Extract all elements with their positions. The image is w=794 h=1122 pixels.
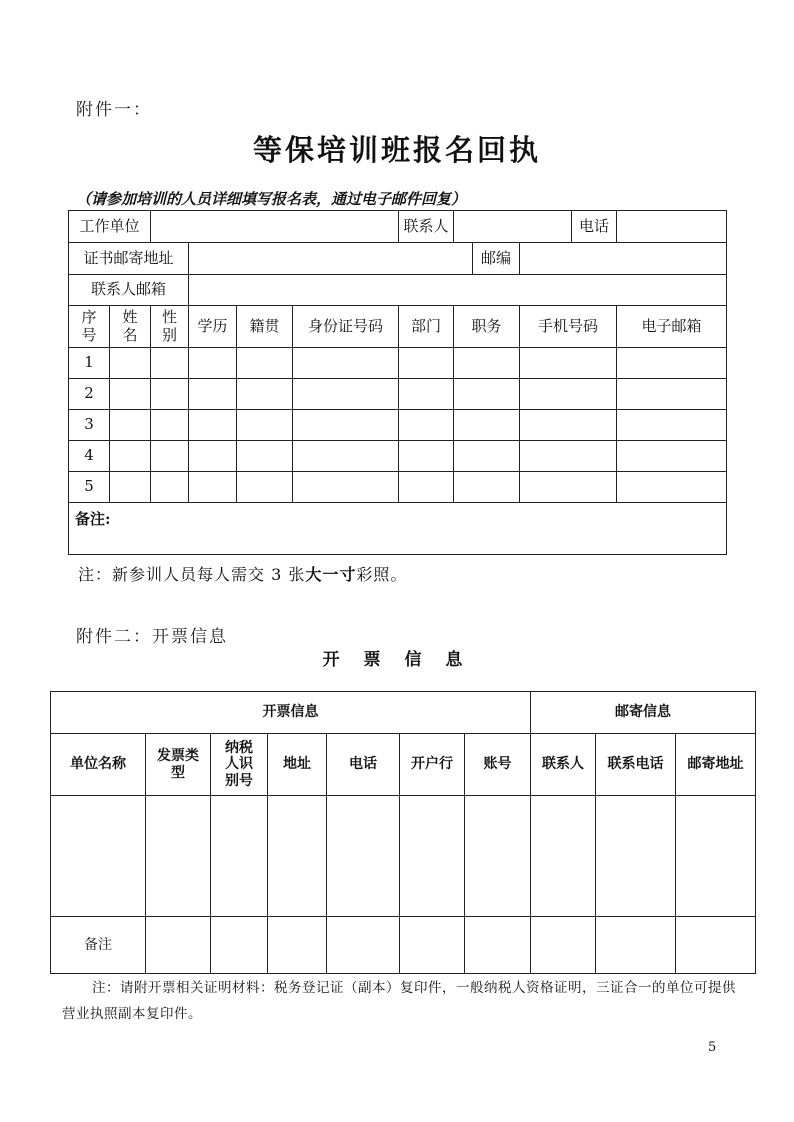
col-header: 性别 — [151, 306, 189, 348]
contact-person-field[interactable] — [454, 211, 617, 243]
contact-person-label: 联系人 — [399, 211, 454, 243]
cell[interactable] — [520, 379, 617, 410]
cell[interactable] — [617, 410, 727, 441]
cell[interactable] — [454, 410, 520, 441]
col-header: 序号 — [69, 306, 110, 348]
cell[interactable] — [327, 917, 400, 974]
cell[interactable] — [400, 917, 465, 974]
cell[interactable] — [399, 348, 454, 379]
photo-note-size: 大一寸 — [305, 565, 357, 584]
table-row — [51, 917, 756, 974]
cell[interactable] — [465, 796, 531, 917]
col-header: 姓名 — [110, 306, 151, 348]
col-header: 纳税人识别号 — [211, 734, 268, 796]
cell[interactable] — [189, 379, 237, 410]
cell[interactable] — [676, 796, 756, 917]
col-header: 学历 — [189, 306, 237, 348]
cell[interactable] — [189, 441, 237, 472]
mail-group-header: 邮寄信息 — [531, 692, 756, 734]
col-header: 电子邮箱 — [617, 306, 727, 348]
table-row — [69, 348, 727, 379]
cell[interactable] — [520, 472, 617, 503]
table-row — [69, 472, 727, 503]
cell[interactable] — [110, 348, 151, 379]
page-number: 5 — [708, 1040, 717, 1055]
contact-email-label: 联系人邮箱 — [69, 275, 189, 306]
cert-address-field[interactable] — [189, 243, 520, 275]
invoice-table — [50, 691, 756, 974]
cell[interactable] — [151, 379, 189, 410]
invoice-header-row — [51, 734, 756, 796]
invoice-note: 注：请附开票相关证明材料：税务登记证（副本）复印件，一般纳税人资格证明，三证合一的单位可提供营业执照副本复印件。 — [62, 980, 736, 1022]
work-unit-field[interactable] — [151, 211, 399, 243]
cell[interactable] — [237, 379, 293, 410]
cell[interactable] — [465, 917, 531, 974]
cell[interactable] — [399, 379, 454, 410]
col-header: 联系电话 — [596, 734, 676, 796]
col-header: 邮寄地址 — [676, 734, 756, 796]
cell[interactable] — [293, 379, 399, 410]
cell[interactable] — [617, 441, 727, 472]
remarks-label: 备注: — [75, 510, 111, 528]
col-header: 籍贯 — [237, 306, 293, 348]
cell[interactable] — [211, 796, 268, 917]
cell[interactable] — [189, 410, 237, 441]
table-row — [69, 410, 727, 441]
cell[interactable] — [110, 379, 151, 410]
cell[interactable] — [110, 441, 151, 472]
cell[interactable] — [596, 917, 676, 974]
cell[interactable] — [268, 917, 327, 974]
cell[interactable] — [268, 796, 327, 917]
row-number: 3 — [69, 410, 110, 441]
registration-title: 等保培训班报名回执 — [252, 133, 541, 167]
photo-note-prefix: 注：新参训人员每人需交 3 张 — [78, 565, 306, 584]
postcode-field[interactable] — [520, 243, 727, 275]
cell[interactable] — [151, 472, 189, 503]
cell[interactable] — [237, 441, 293, 472]
cell[interactable] — [531, 917, 596, 974]
col-header: 身份证号码 — [293, 306, 399, 348]
cell[interactable] — [110, 410, 151, 441]
table-row — [69, 441, 727, 472]
cell[interactable] — [399, 410, 454, 441]
col-header: 职务 — [454, 306, 520, 348]
cell[interactable] — [189, 472, 237, 503]
cell[interactable] — [596, 796, 676, 917]
phone-label: 电话 — [571, 211, 616, 242]
remarks-cell[interactable] — [69, 503, 727, 555]
cell[interactable] — [151, 410, 189, 441]
cell[interactable] — [520, 441, 617, 472]
cert-address-label: 证书邮寄地址 — [69, 243, 189, 275]
table-row — [51, 796, 756, 917]
col-header: 账号 — [465, 734, 531, 796]
cell[interactable] — [617, 472, 727, 503]
row-number: 5 — [69, 472, 110, 503]
table-row — [69, 379, 727, 410]
work-unit-label: 工作单位 — [69, 211, 151, 243]
attachment-two-label: 附件二：开票信息 — [76, 627, 228, 647]
cell[interactable] — [146, 796, 211, 917]
row-number: 4 — [69, 441, 110, 472]
col-header: 地址 — [268, 734, 327, 796]
cell[interactable] — [151, 441, 189, 472]
cell[interactable] — [237, 472, 293, 503]
row-number: 2 — [69, 379, 110, 410]
cell[interactable] — [293, 472, 399, 503]
cell[interactable] — [454, 379, 520, 410]
col-header: 部门 — [399, 306, 454, 348]
col-header: 联系人 — [531, 734, 596, 796]
cell[interactable] — [531, 796, 596, 917]
attachment-one-label: 附件一： — [76, 100, 152, 120]
col-header: 发票类型 — [146, 734, 211, 796]
col-header: 单位名称 — [51, 734, 146, 796]
cell[interactable] — [151, 348, 189, 379]
cell[interactable] — [617, 348, 727, 379]
cell[interactable] — [189, 348, 237, 379]
invoice-group-header: 开票信息 — [51, 692, 531, 734]
photo-note-suffix: 彩照。 — [356, 565, 408, 584]
cell[interactable] — [454, 348, 520, 379]
cell[interactable] — [51, 796, 146, 917]
cell[interactable] — [211, 917, 268, 974]
cell[interactable] — [399, 441, 454, 472]
cell[interactable] — [520, 410, 617, 441]
phone-field[interactable] — [617, 211, 727, 243]
cell[interactable] — [454, 472, 520, 503]
registration-header-row — [69, 306, 727, 348]
registration-table — [68, 210, 727, 555]
registration-subtitle: （请参加培训的人员详细填写报名表，通过电子邮件回复） — [76, 190, 467, 208]
cell[interactable] — [676, 917, 756, 974]
cell[interactable] — [237, 410, 293, 441]
invoice-remarks-label: 备注 — [51, 917, 146, 974]
col-header: 手机号码 — [520, 306, 617, 348]
row-number: 1 — [69, 348, 110, 379]
col-header: 电话 — [327, 734, 400, 796]
photo-note — [78, 562, 407, 585]
cell[interactable] — [237, 348, 293, 379]
cell[interactable] — [327, 796, 400, 917]
cell[interactable] — [520, 348, 617, 379]
cell[interactable] — [293, 410, 399, 441]
cell[interactable] — [617, 379, 727, 410]
cell[interactable] — [110, 472, 151, 503]
cell[interactable] — [293, 348, 399, 379]
col-header: 开户行 — [400, 734, 465, 796]
cell[interactable] — [146, 917, 211, 974]
postcode-label: 邮编 — [472, 243, 519, 274]
invoice-title: 开 票 信 息 — [322, 650, 472, 670]
cell[interactable] — [399, 472, 454, 503]
contact-email-field[interactable] — [189, 275, 727, 306]
cell[interactable] — [400, 796, 465, 917]
cell[interactable] — [293, 441, 399, 472]
cell[interactable] — [454, 441, 520, 472]
